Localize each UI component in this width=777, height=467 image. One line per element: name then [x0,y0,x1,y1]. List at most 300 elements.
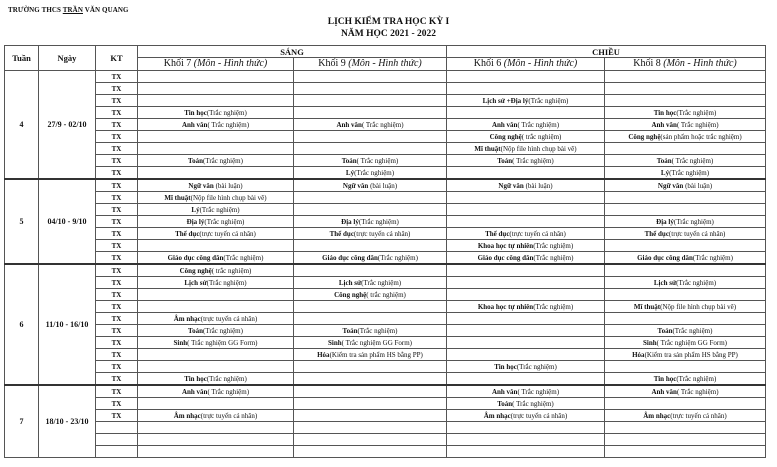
subject-cell-grade-6 [447,228,605,240]
test-format: (Trắc nghiệm) [676,278,717,287]
header-grade-9: Khối 9 (Môn - Hình thức) [294,58,447,71]
schedule-row [5,446,766,458]
test-format: (trực tuyến cá nhân) [509,229,566,238]
test-type: TX [96,337,138,349]
schedule-row [5,119,766,131]
schedule-row [5,204,766,216]
schedule-row [5,252,766,265]
test-format: (Trắc nghiệm) [223,253,264,262]
test-format: ( Trắc nghiệm) [517,387,560,396]
subject-name: Âm nhạc [643,411,671,420]
subject-cell-grade-9 [294,179,447,192]
subject-cell-grade-7 [138,71,294,83]
schedule-row [5,410,766,422]
subject-cell-grade-7 [138,143,294,155]
schedule-row [5,228,766,240]
subject-name: Toán [497,156,513,165]
test-format: ( Trắc nghiệm GG Form) [656,338,727,347]
test-format: (Trắc nghiệm) [361,278,402,287]
subject-name: Toán [341,156,357,165]
schedule-row [5,216,766,228]
subject-name: Âm nhạc [483,411,511,420]
subject-cell-grade-8 [605,167,766,180]
test-format: (bài luận) [523,181,553,190]
schedule-title: LỊCH KIỂM TRA HỌC KỲ I [327,17,450,27]
subject-name: Công nghệ [334,290,367,299]
subject-cell-grade-7 [138,337,294,349]
test-format: ( Trắc nghiệm) [361,120,404,129]
subject-name: Hóa [632,350,645,359]
subject-cell-grade-7 [138,349,294,361]
subject-name: Mĩ thuật [633,302,661,311]
schedule-row [5,155,766,167]
subject-name: Ngữ văn [342,181,369,190]
subject-name: Khoa học tự nhiên [477,241,534,250]
test-type [96,422,138,434]
subject-cell-grade-7 [138,167,294,180]
schedule-row [5,337,766,349]
subject-cell-grade-9 [294,71,447,83]
subject-cell-grade-8 [605,337,766,349]
subject-name: Sinh [173,338,188,347]
subject-cell-grade-6 [447,373,605,386]
subject-cell-grade-7 [138,240,294,252]
subject-cell-grade-8 [605,301,766,313]
test-type: TX [96,107,138,119]
subject-cell-grade-8 [605,131,766,143]
subject-cell-grade-7 [138,325,294,337]
subject-name: Tin học [494,362,517,371]
subject-cell-grade-9 [294,337,447,349]
test-type: TX [96,373,138,386]
subject-cell-grade-9 [294,373,447,386]
test-type: TX [96,240,138,252]
subject-cell-grade-6 [447,167,605,180]
subject-cell-grade-6 [447,155,605,167]
subject-cell-grade-6 [447,446,605,458]
subject-cell-grade-8 [605,434,766,446]
header-afternoon: CHIỀU [447,46,766,58]
test-format: (Trắc nghiệm) [202,326,243,335]
test-format: (Trắc nghiệm) [676,108,717,117]
subject-cell-grade-6 [447,325,605,337]
subject-name: Giáo dục công dân [322,253,378,262]
test-format: (Kiểm tra sản phẩm HS bằng PP) [329,350,423,359]
test-type: TX [96,131,138,143]
subject-name: Tin học [653,108,677,117]
test-format: (Trắc nghiệm) [206,278,247,287]
schedule-row [5,422,766,434]
test-type: TX [96,71,138,83]
subject-cell-grade-9 [294,361,447,373]
subject-cell-grade-9 [294,434,447,446]
subject-cell-grade-8 [605,349,766,361]
subject-cell-grade-8 [605,289,766,301]
test-type: TX [96,398,138,410]
subject-cell-grade-6 [447,240,605,252]
subject-cell-grade-9 [294,228,447,240]
test-format: (trực tuyến cá nhân) [199,229,256,238]
subject-cell-grade-7 [138,107,294,119]
subject-name: Anh văn [651,120,677,129]
test-type: TX [96,95,138,107]
subject-cell-grade-6 [447,277,605,289]
schedule-row [5,143,766,155]
subject-name: Lý [345,168,355,177]
test-type: TX [96,155,138,167]
subject-cell-grade-7 [138,361,294,373]
week-number: 7 [5,385,39,458]
test-format: (Trắc nghiệm) [204,217,245,226]
subject-name: Ngữ văn [188,181,214,190]
schedule-row [5,325,766,337]
test-type: TX [96,143,138,155]
school-year: NĂM HỌC 2021 - 2022 [341,29,436,39]
test-format: (Trắc nghiệm) [533,253,574,262]
test-type: TX [96,204,138,216]
subject-cell-grade-9 [294,95,447,107]
subject-name: Hóa [317,350,330,359]
subject-cell-grade-6 [447,179,605,192]
week-number: 4 [5,71,39,180]
subject-cell-grade-9 [294,204,447,216]
schedule-row [5,179,766,192]
subject-name: Anh văn [181,387,208,396]
subject-cell-grade-8 [605,410,766,422]
schedule-row [5,131,766,143]
subject-cell-grade-8 [605,71,766,83]
test-format: (Trắc nghiệm) [354,168,395,177]
subject-cell-grade-7 [138,131,294,143]
subject-cell-grade-7 [138,373,294,386]
subject-name: Sinh [642,338,657,347]
subject-cell-grade-8 [605,398,766,410]
subject-name: Âm nhạc [173,411,201,420]
schedule-row [5,192,766,204]
test-format: (Trắc nghiệm) [669,168,710,177]
test-type: TX [96,83,138,95]
schedule-row [5,167,766,180]
subject-name: Thể dục [644,229,669,238]
header-test-type: KT [96,46,138,71]
subject-cell-grade-9 [294,289,447,301]
test-format: (Nộp file hình chụp bài vẽ) [660,302,737,311]
test-format: ( trắc nghiệm) [366,290,406,299]
week-dates: 04/10 - 9/10 [39,179,96,264]
subject-name: Anh văn [181,120,208,129]
test-format: ( Trắc nghiệm) [671,156,714,165]
test-format: (Trắc nghiệm) [358,217,399,226]
schedule-row [5,277,766,289]
schedule-row [5,301,766,313]
test-format: (Trắc nghiệm) [206,108,247,117]
test-type: TX [96,313,138,325]
subject-cell-grade-6 [447,289,605,301]
subject-name: Mĩ thuật [474,144,501,153]
subject-cell-grade-8 [605,240,766,252]
subject-cell-grade-9 [294,398,447,410]
test-format: (bài luận) [213,181,243,190]
schedule-row [5,107,766,119]
subject-cell-grade-6 [447,119,605,131]
schedule-row [5,398,766,410]
test-type [96,446,138,458]
test-format: (Trắc nghiệm) [202,156,243,165]
subject-cell-grade-6 [447,131,605,143]
subject-cell-grade-7 [138,422,294,434]
subject-cell-grade-7 [138,289,294,301]
subject-cell-grade-7 [138,434,294,446]
test-type: TX [96,252,138,265]
subject-name: Âm nhạc [173,314,201,323]
test-type: TX [96,301,138,313]
subject-name: Anh văn [336,120,362,129]
schedule-row [5,434,766,446]
test-format: ( Trắc nghiệm) [512,399,554,408]
subject-cell-grade-8 [605,216,766,228]
test-format: (Trắc nghiệm) [377,253,418,262]
schedule-row [5,313,766,325]
subject-name: Thể dục [329,229,354,238]
subject-cell-grade-6 [447,349,605,361]
test-format: ( Trắc nghiệm) [676,387,719,396]
test-type: TX [96,179,138,192]
subject-cell-grade-6 [447,95,605,107]
test-type: TX [96,289,138,301]
subject-name: Lý [660,168,670,177]
subject-cell-grade-6 [447,398,605,410]
subject-name: Giáo dục công dân [167,253,224,262]
header-grade-8: Khối 8 (Môn - Hình thức) [605,58,766,71]
subject-name: Toán [656,156,672,165]
week-dates: 11/10 - 16/10 [39,264,96,385]
subject-cell-grade-7 [138,192,294,204]
subject-cell-grade-6 [447,204,605,216]
test-type: TX [96,216,138,228]
subject-cell-grade-7 [138,313,294,325]
subject-cell-grade-8 [605,264,766,277]
subject-cell-grade-8 [605,204,766,216]
subject-name: Thể dục [485,229,510,238]
header-grade-6: Khối 6 (Môn - Hình thức) [447,58,605,71]
subject-cell-grade-6 [447,143,605,155]
test-type: TX [96,361,138,373]
subject-cell-grade-6 [447,410,605,422]
subject-cell-grade-7 [138,155,294,167]
subject-cell-grade-7 [138,216,294,228]
subject-name: Giáo dục công dân [637,253,693,262]
subject-name: Anh văn [491,120,518,129]
subject-name: Công nghệ [628,132,661,141]
test-format: (Nộp file hình chụp bài vẽ) [190,193,267,202]
test-format: (bài luận) [368,181,398,190]
schedule-row [5,361,766,373]
subject-cell-grade-8 [605,83,766,95]
subject-cell-grade-7 [138,95,294,107]
test-type [96,434,138,446]
subject-name: Lịch sử [338,278,362,287]
test-format: ( Trắc nghiệm) [207,120,250,129]
test-type: TX [96,228,138,240]
test-format: (trực tuyến cá nhân) [353,229,411,238]
test-type: TX [96,277,138,289]
schedule-row [5,289,766,301]
week-dates: 18/10 - 23/10 [39,385,96,458]
test-format: (trực tuyến cá nhân) [668,229,726,238]
header-grade-7: Khối 7 (Môn - Hình thức) [138,58,294,71]
subject-cell-grade-6 [447,83,605,95]
subject-name: Địa lý [341,217,359,226]
week-number: 6 [5,264,39,385]
subject-cell-grade-7 [138,301,294,313]
subject-cell-grade-6 [447,422,605,434]
schedule-row [5,71,766,83]
schedule-row [5,95,766,107]
subject-cell-grade-9 [294,216,447,228]
subject-cell-grade-8 [605,252,766,265]
test-format: (Trắc nghiệm) [673,217,714,226]
subject-cell-grade-7 [138,83,294,95]
subject-cell-grade-7 [138,119,294,131]
subject-name: Lịch sử [184,278,207,287]
subject-name: Tin học [184,108,207,117]
test-format: ( trắc nghiệm) [211,266,252,275]
subject-cell-grade-6 [447,337,605,349]
subject-cell-grade-8 [605,192,766,204]
subject-cell-grade-6 [447,71,605,83]
subject-cell-grade-7 [138,277,294,289]
subject-cell-grade-9 [294,240,447,252]
week-number: 5 [5,179,39,264]
subject-cell-grade-8 [605,277,766,289]
subject-name: Lý [191,205,200,214]
test-format: (Trắc nghiệm) [528,96,569,105]
test-type: TX [96,325,138,337]
subject-cell-grade-9 [294,143,447,155]
subject-name: Toán [188,156,203,165]
test-format: (Kiểm tra sản phẩm HS bằng PP) [644,350,738,359]
schedule-row [5,264,766,277]
test-format: ( trắc nghiệm) [521,132,562,141]
subject-name: Lịch sử +Địa lý [482,96,529,105]
subject-cell-grade-8 [605,446,766,458]
subject-cell-grade-6 [447,434,605,446]
subject-cell-grade-6 [447,301,605,313]
subject-cell-grade-7 [138,446,294,458]
subject-name: Sinh [327,338,342,347]
subject-name: Anh văn [651,387,677,396]
test-type: TX [96,119,138,131]
test-type: TX [96,264,138,277]
test-format: ( Trắc nghiệm) [517,120,560,129]
header-date: Ngày [39,46,96,71]
subject-name: Tin học [184,374,207,383]
test-format: (Trắc nghiệm) [533,241,574,250]
subject-name: Giáo dục công dân [477,253,534,262]
subject-cell-grade-9 [294,107,447,119]
subject-cell-grade-9 [294,385,447,398]
schedule-row [5,83,766,95]
test-format: ( Trắc nghiệm GG Form) [341,338,412,347]
subject-cell-grade-8 [605,228,766,240]
subject-name: Toán [657,326,673,335]
week-dates: 27/9 - 02/10 [39,71,96,180]
schedule-row [5,385,766,398]
test-format: (Trắc nghiệm) [357,326,398,335]
subject-cell-grade-9 [294,422,447,434]
test-format: ( Trắc nghiệm) [676,120,719,129]
subject-cell-grade-9 [294,252,447,265]
subject-cell-grade-9 [294,446,447,458]
test-format: ( Trắc nghiệm) [207,387,250,396]
test-format: ( Trắc nghiệm GG Form) [187,338,258,347]
test-type: TX [96,192,138,204]
subject-cell-grade-9 [294,192,447,204]
test-format: (sản phẩm hoặc trắc nghiệm) [660,132,742,141]
header-week: Tuần [5,46,39,71]
subject-cell-grade-8 [605,155,766,167]
subject-name: Thể dục [175,229,200,238]
subject-cell-grade-8 [605,179,766,192]
schedule-row [5,373,766,386]
subject-cell-grade-7 [138,385,294,398]
subject-name: Địa lý [186,217,205,226]
subject-cell-grade-9 [294,349,447,361]
subject-cell-grade-6 [447,361,605,373]
subject-name: Lịch sử [653,278,677,287]
subject-cell-grade-9 [294,83,447,95]
test-format: (Trắc nghiệm) [672,326,713,335]
subject-cell-grade-8 [605,107,766,119]
subject-cell-grade-7 [138,204,294,216]
subject-cell-grade-9 [294,325,447,337]
subject-name: Toán [497,399,513,408]
subject-cell-grade-8 [605,361,766,373]
subject-cell-grade-7 [138,410,294,422]
subject-name: Ngữ văn [498,181,524,190]
test-format: (trực tuyến cá nhân) [670,411,727,420]
subject-cell-grade-8 [605,313,766,325]
subject-cell-grade-9 [294,313,447,325]
subject-cell-grade-7 [138,228,294,240]
test-format: (Trắc nghiệm) [692,253,733,262]
test-format: (bài luận) [683,181,713,190]
subject-cell-grade-6 [447,216,605,228]
subject-name: Ngữ văn [657,181,684,190]
test-type: TX [96,410,138,422]
subject-cell-grade-6 [447,313,605,325]
subject-name: Công nghệ [179,266,212,275]
subject-cell-grade-7 [138,264,294,277]
test-format: (trực tuyến cá nhân) [200,411,258,420]
test-type: TX [96,167,138,180]
subject-cell-grade-7 [138,252,294,265]
schedule-row [5,240,766,252]
test-type: TX [96,385,138,398]
subject-name: Địa lý [656,217,674,226]
subject-cell-grade-6 [447,385,605,398]
subject-cell-grade-9 [294,264,447,277]
subject-cell-grade-8 [605,385,766,398]
test-format: (trực tuyến cá nhân) [200,314,258,323]
subject-cell-grade-8 [605,143,766,155]
subject-cell-grade-9 [294,277,447,289]
subject-name: Anh văn [491,387,518,396]
test-format: (trực tuyến cá nhân) [510,411,568,420]
subject-cell-grade-9 [294,410,447,422]
schedule-row [5,349,766,361]
subject-cell-grade-9 [294,119,447,131]
